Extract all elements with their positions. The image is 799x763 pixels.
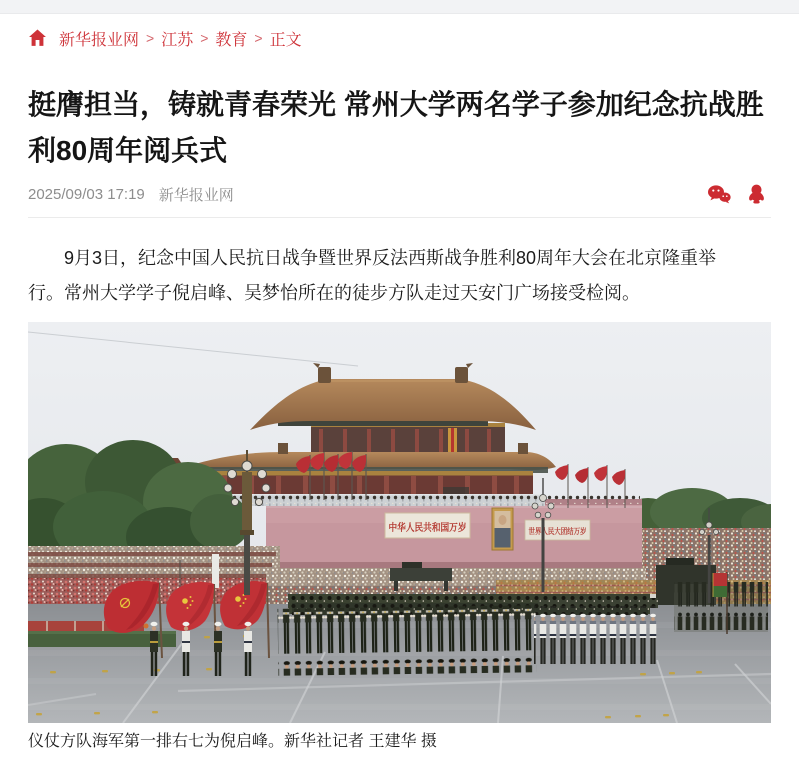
guidon-flag [713, 573, 727, 597]
top-edge-bar [0, 0, 799, 14]
parade-photo [28, 322, 771, 723]
article-photo-figure [28, 322, 771, 753]
breadcrumb-item-education[interactable]: 教育 [215, 31, 248, 49]
slogan-board-right [525, 520, 601, 540]
qq-share-icon[interactable] [747, 184, 771, 204]
breadcrumb-separator: > [200, 30, 209, 46]
right-banner-text: 世界人民大团结万岁 [528, 527, 601, 536]
front-rank-guards [278, 605, 537, 676]
slogan-board-left [385, 513, 479, 538]
breadcrumb-site-link[interactable]: 新华报业网 [59, 31, 140, 49]
article-meta [28, 183, 771, 205]
publish-time: 2025/09/03 17:19 [28, 185, 145, 203]
breadcrumb-separator: > [146, 30, 155, 46]
home-icon[interactable] [28, 29, 47, 47]
usher-figure [144, 624, 149, 629]
meta-divider [28, 217, 771, 218]
breadcrumb-item-jiangsu[interactable]: 江苏 [161, 31, 194, 49]
white-obelisk [212, 554, 219, 588]
article-body-paragraph: 9月3日，纪念中国人民抗日战争暨世界反法西斯战争胜利80周年大会在北京隆重举行。常州大学学子倪启峰、吴梦怡所在的徒步方队走过天安门广场接受检阅。 [28, 248, 717, 303]
navy-ranks [534, 606, 658, 664]
gate-portrait [492, 508, 513, 550]
rostrum-people [216, 495, 640, 504]
article-title: 挺膺担当，铸就青春荣光 常州大学两名学子参加纪念抗战胜利80周年阅兵式 [28, 89, 764, 166]
breadcrumb-item-current[interactable]: 正文 [269, 31, 302, 49]
left-banner-text: 中华人民共和国万岁 [388, 523, 479, 534]
marching-formation [278, 594, 658, 676]
source-name: 新华报业网 [158, 186, 234, 204]
breadcrumb-separator: > [254, 30, 263, 46]
wechat-share-icon[interactable] [707, 184, 731, 204]
photo-caption: 仪仗方队海军第一排右七为倪启峰。新华社记者 王建华 摄 [28, 733, 437, 750]
breadcrumb [28, 27, 771, 49]
